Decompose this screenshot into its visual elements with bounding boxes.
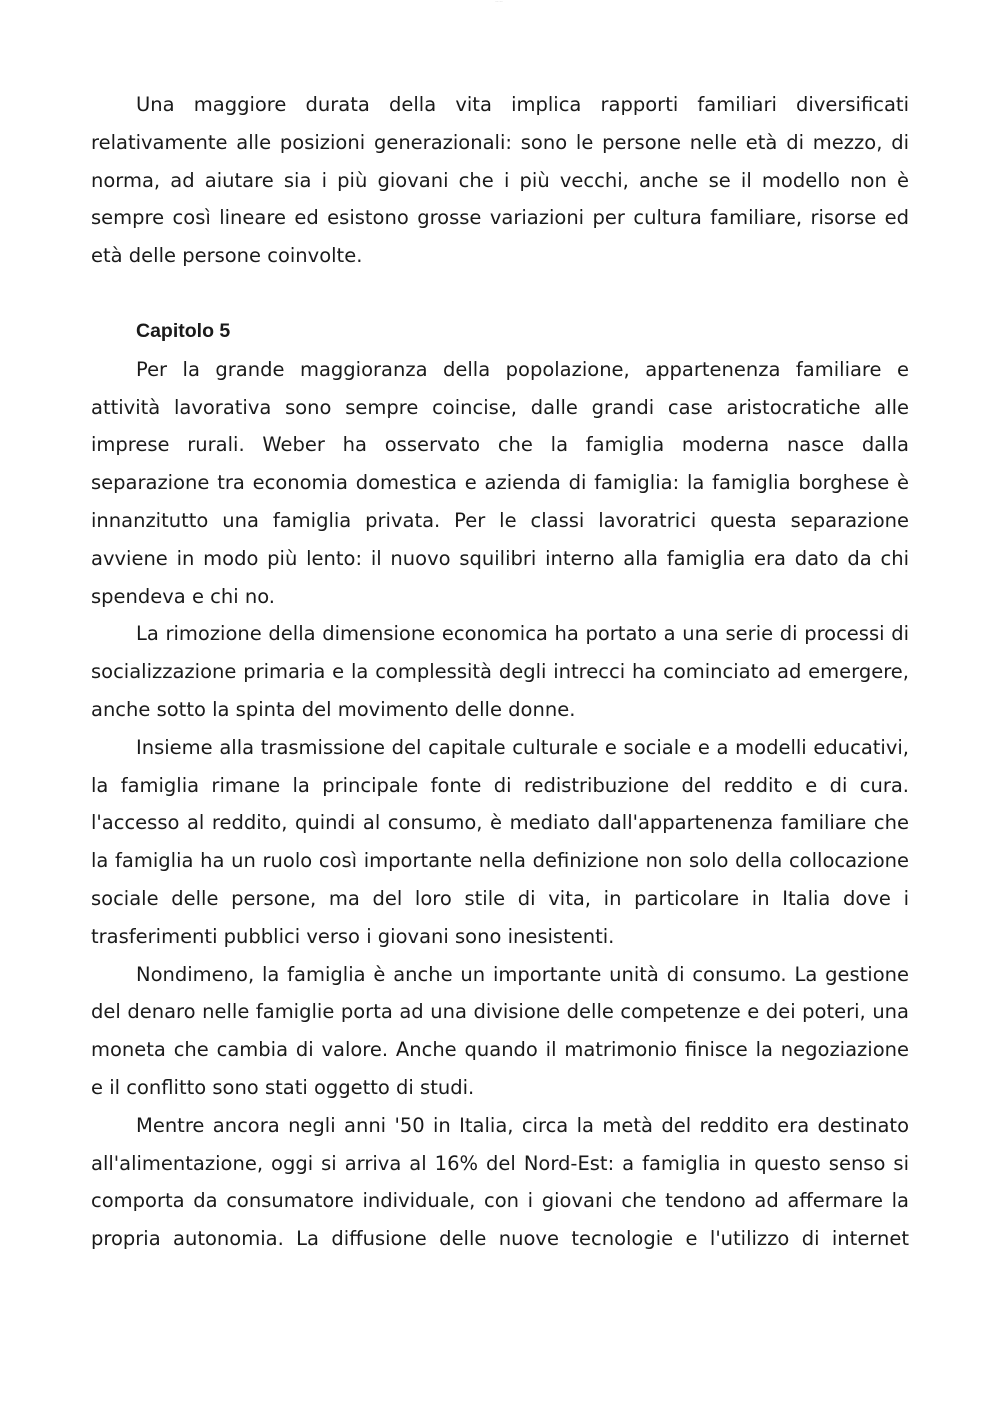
paragraph-economic-dimension: La rimozione della dimensione economica ha portato a una serie di processi di socializzazione primaria e la complessità degli intrecci ha cominciato ad emergere, anche sotto la spinta del movimento delle donne. [91, 622, 909, 721]
paragraph-food-spending: Mentre ancora negli anni '50 in Italia, circa la metà del reddito era destinato all'alimentazione, oggi si arriva al 16% del Nord-Est: a famiglia in questo senso si comporta da consumatore individuale, con i giovani che tendono ad affermare la propria autonomia. La diffusione delle nuove tecnologie e l'utilizzo di internet [91, 1113, 909, 1251]
header-mark: --- --- [495, 0, 503, 3]
paragraph-intro: Una maggiore durata della vita implica rapporti familiari diversificati relativamente alle posizioni generazionali: sono le persone nelle età di mezzo, di norma, ad aiutare sia i più giovani che i più vecchi, anche se il modello non è sempre così lineare ed esistono grosse variazioni per cultura familiare, risorse ed età delle persone coinvolte. [91, 93, 909, 268]
chapter-heading: Capitolo 5 [136, 319, 231, 342]
paragraph-income-redistribution: Insieme alla trasmissione del capitale culturale e sociale e a modelli educativi, la famiglia rimane la principale fonte di redistribuzione del reddito e di cura. l'accesso al reddito, quindi al consumo, è mediato dall'appartenenza familiare che la famiglia ha un ruolo così importante nella definizione non solo della collocazione sociale delle persone, ma del loro stile di vita, in particolare in Italia dove i trasferimenti pubblici verso i giovani sono inesistenti. [91, 735, 909, 948]
section-spacer [91, 275, 909, 313]
document-body [91, 86, 909, 1258]
paragraph-consumption-unit: Nondimeno, la famiglia è anche un importante unità di consumo. La gestione del denaro nelle famiglie porta ad una divisione delle competenze e dei poteri, una moneta che cambia di valore. Anche quando il matrimonio finisce la negoziazione e il conflitto sono stati oggetto di studi. [91, 962, 909, 1099]
paragraph-family-work: Per la grande maggioranza della popolazione, appartenenza familiare e attività lavorativa sono sempre coincise, dalle grandi case aristocratiche alle imprese rurali. Weber ha osservato che la famiglia moderna nasce dalla separazione tra economia domestica e azienda di famiglia: la famiglia borghese è innanzitutto una famiglia privata. Per le classi lavoratrici questa separazione avviene in modo più lento: il nuovo squilibri interno alla famiglia era dato da chi spendeva e chi no. [91, 357, 909, 608]
